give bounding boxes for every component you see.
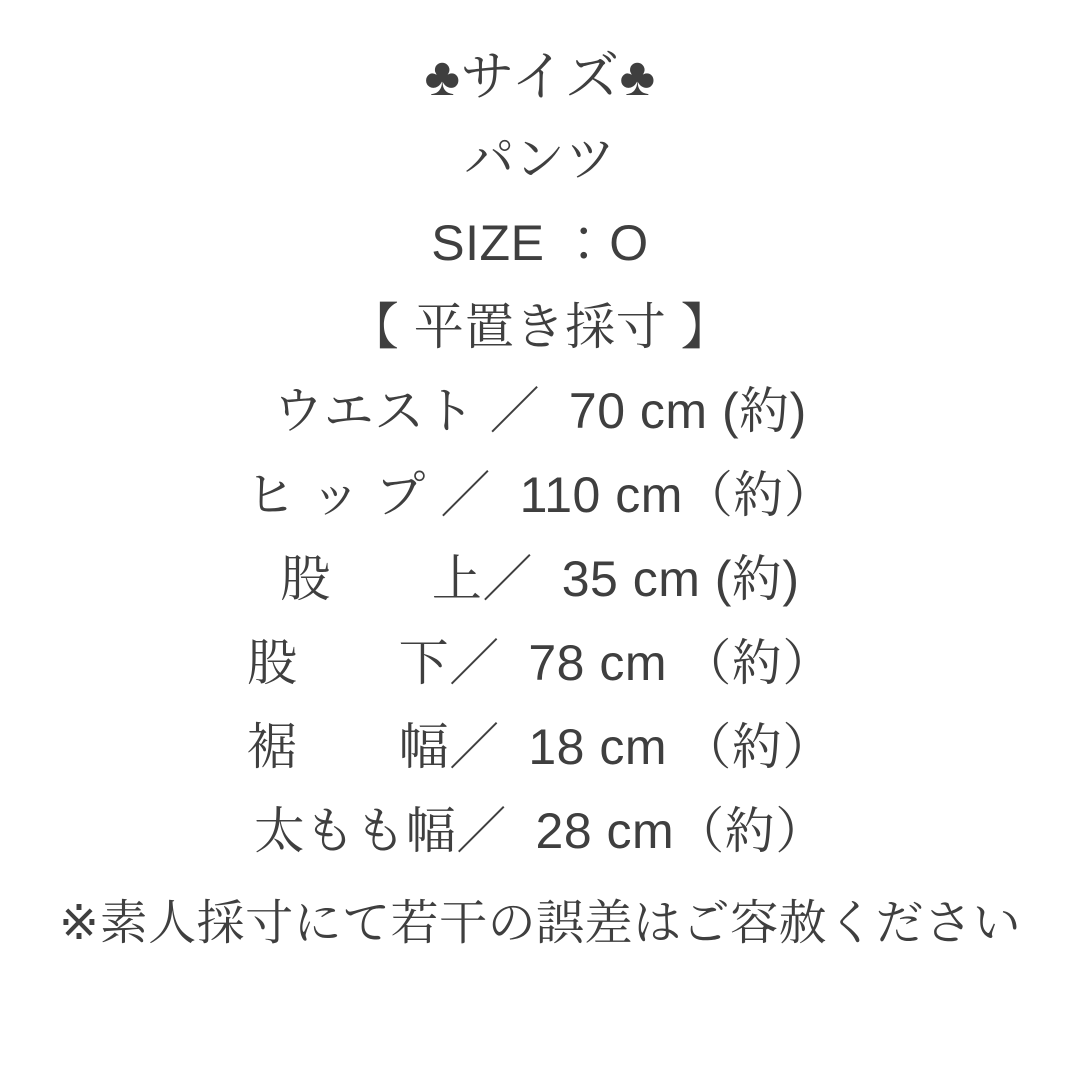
measurement-hem-width: 裾 幅／ 18 cm （約） bbox=[247, 719, 833, 775]
measurement-method-label: 【 平置き採寸 】 bbox=[348, 299, 732, 355]
item-type-label: パンツ bbox=[464, 131, 616, 187]
measurement-inseam: 股 下／ 78 cm （約） bbox=[247, 635, 833, 691]
measurement-waist: ウエスト ／ 70 cm (約) bbox=[273, 383, 807, 439]
disclaimer-note: ※素人採寸にて若干の誤差はご容赦ください bbox=[58, 897, 1022, 950]
measurement-hip: ヒ ッ プ ／ 110 cm（約） bbox=[245, 467, 835, 523]
page-title: ♣サイズ♣ bbox=[424, 47, 656, 107]
measurement-rise: 股 上／ 35 cm (約) bbox=[280, 551, 800, 607]
measurement-thigh-width: 太もも幅／ 28 cm（約） bbox=[254, 803, 826, 859]
size-value-line: SIZE ：O bbox=[431, 215, 649, 271]
